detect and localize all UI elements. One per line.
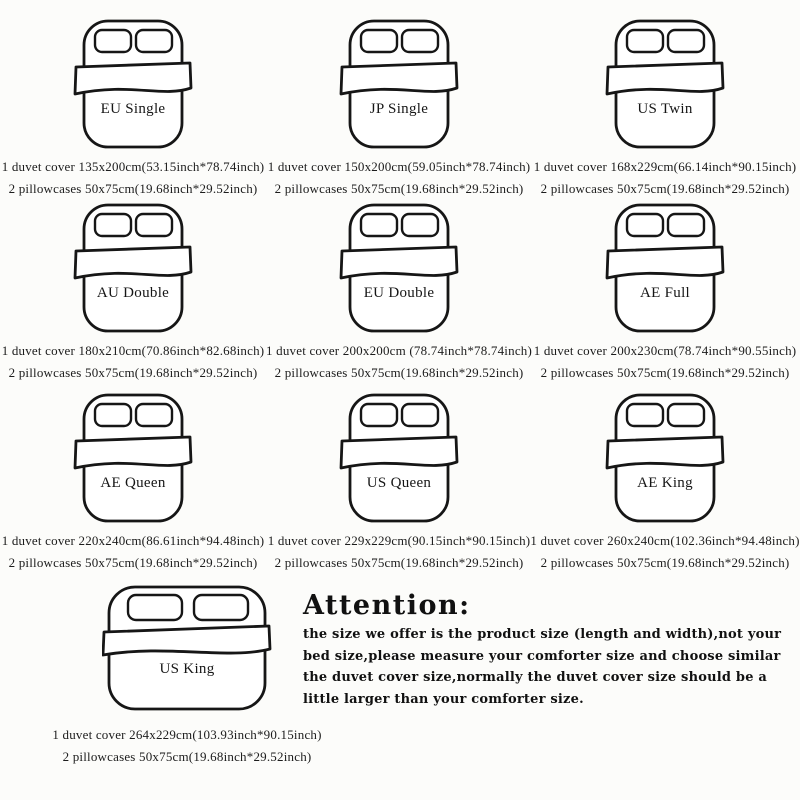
bed-icon	[72, 392, 194, 524]
size-card-ae-queen	[0, 392, 266, 571]
duvet-spec: 1 duvet cover 260x240cm(102.36inch*94.48inch)	[530, 533, 800, 548]
size-row-1	[0, 18, 800, 197]
attention-note	[303, 590, 800, 710]
bed-icon	[72, 18, 194, 150]
pillow-spec: 2 pillowcases 50x75cm(19.68inch*29.52inch)	[8, 555, 258, 570]
bed-outline-icon	[604, 18, 726, 150]
pillow-spec: 2 pillowcases 50x75cm(19.68inch*29.52inch)	[274, 181, 524, 196]
pillow-spec: 2 pillowcases 50x75cm(19.68inch*29.52inch)	[8, 181, 258, 196]
duvet-spec: 1 duvet cover 168x229cm(66.14inch*90.15inch)	[533, 159, 797, 174]
bed-icon	[604, 392, 726, 524]
size-card-us-queen	[266, 392, 532, 571]
bed-icon	[604, 202, 726, 334]
bed-icon	[338, 18, 460, 150]
bed-outline-icon	[604, 392, 726, 524]
bed-size-label: JP Single	[369, 101, 429, 118]
attention-title: Attention:	[303, 590, 471, 621]
duvet-spec: 1 duvet cover 180x210cm(70.86inch*82.68inch)	[1, 343, 265, 358]
bed-size-label: AE King	[637, 475, 693, 492]
bed-size-label: EU Single	[100, 101, 166, 118]
bed-size-label: US Twin	[637, 101, 693, 118]
pillow-spec: 2 pillowcases 50x75cm(19.68inch*29.52inch)	[274, 365, 524, 380]
pillow-spec: 2 pillowcases 50x75cm(19.68inch*29.52inch)	[8, 365, 258, 380]
bed-outline-icon	[102, 584, 272, 712]
size-card-jp-single	[266, 18, 532, 197]
duvet-spec: 1 duvet cover 150x200cm(59.05inch*78.74inch)	[267, 159, 531, 174]
duvet-spec: 1 duvet cover 264x229cm(103.93inch*90.15inch)	[52, 727, 322, 742]
duvet-spec: 1 duvet cover 200x230cm(78.74inch*90.55inch)	[533, 343, 797, 358]
bed-size-label: AU Double	[96, 285, 170, 302]
pillow-spec: 2 pillowcases 50x75cm(19.68inch*29.52inch)	[540, 181, 790, 196]
bed-icon	[338, 392, 460, 524]
size-card-us-twin	[532, 18, 798, 197]
bed-size-label: EU Double	[363, 285, 435, 302]
bed-outline-icon	[604, 202, 726, 334]
bed-outline-icon	[72, 18, 194, 150]
bed-size-label: AE Queen	[100, 475, 166, 492]
size-card-ae-king	[532, 392, 798, 571]
pillow-spec: 2 pillowcases 50x75cm(19.68inch*29.52inch)	[540, 365, 790, 380]
size-card-ae-full	[532, 202, 798, 381]
bed-size-label: US Queen	[366, 475, 432, 492]
pillow-spec: 2 pillowcases 50x75cm(19.68inch*29.52inch)	[62, 749, 312, 764]
bed-outline-icon	[72, 392, 194, 524]
size-card-eu-double	[266, 202, 532, 381]
bed-size-label: AE Full	[639, 285, 691, 302]
pillow-spec: 2 pillowcases 50x75cm(19.68inch*29.52inch)	[540, 555, 790, 570]
bed-size-label: US King	[159, 660, 215, 677]
bed-icon	[338, 202, 460, 334]
size-row-2	[0, 202, 800, 381]
bed-outline-icon	[338, 18, 460, 150]
duvet-spec: 1 duvet cover 135x200cm(53.15inch*78.74inch)	[1, 159, 265, 174]
size-card-eu-single	[0, 18, 266, 197]
size-row-3	[0, 392, 800, 571]
duvet-spec: 1 duvet cover 200x200cm (78.74inch*78.74inch)	[265, 343, 533, 358]
pillow-spec: 2 pillowcases 50x75cm(19.68inch*29.52inch)	[274, 555, 524, 570]
bed-outline-icon	[338, 202, 460, 334]
bed-icon	[72, 202, 194, 334]
duvet-spec: 1 duvet cover 229x229cm(90.15inch*90.15inch)	[267, 533, 531, 548]
bed-outline-icon	[338, 392, 460, 524]
attention-body-text: the size we offer is the product size (length and width),not your bed size,please measure your comforter size and choose similar the duvet cover size,normally the duvet cover size should be a little larger than your comforter size.	[303, 627, 782, 707]
duvet-spec: 1 duvet cover 220x240cm(86.61inch*94.48inch)	[1, 533, 265, 548]
bed-outline-icon	[72, 202, 194, 334]
bed-icon	[604, 18, 726, 150]
bed-icon	[102, 584, 272, 712]
size-card-au-double	[0, 202, 266, 381]
